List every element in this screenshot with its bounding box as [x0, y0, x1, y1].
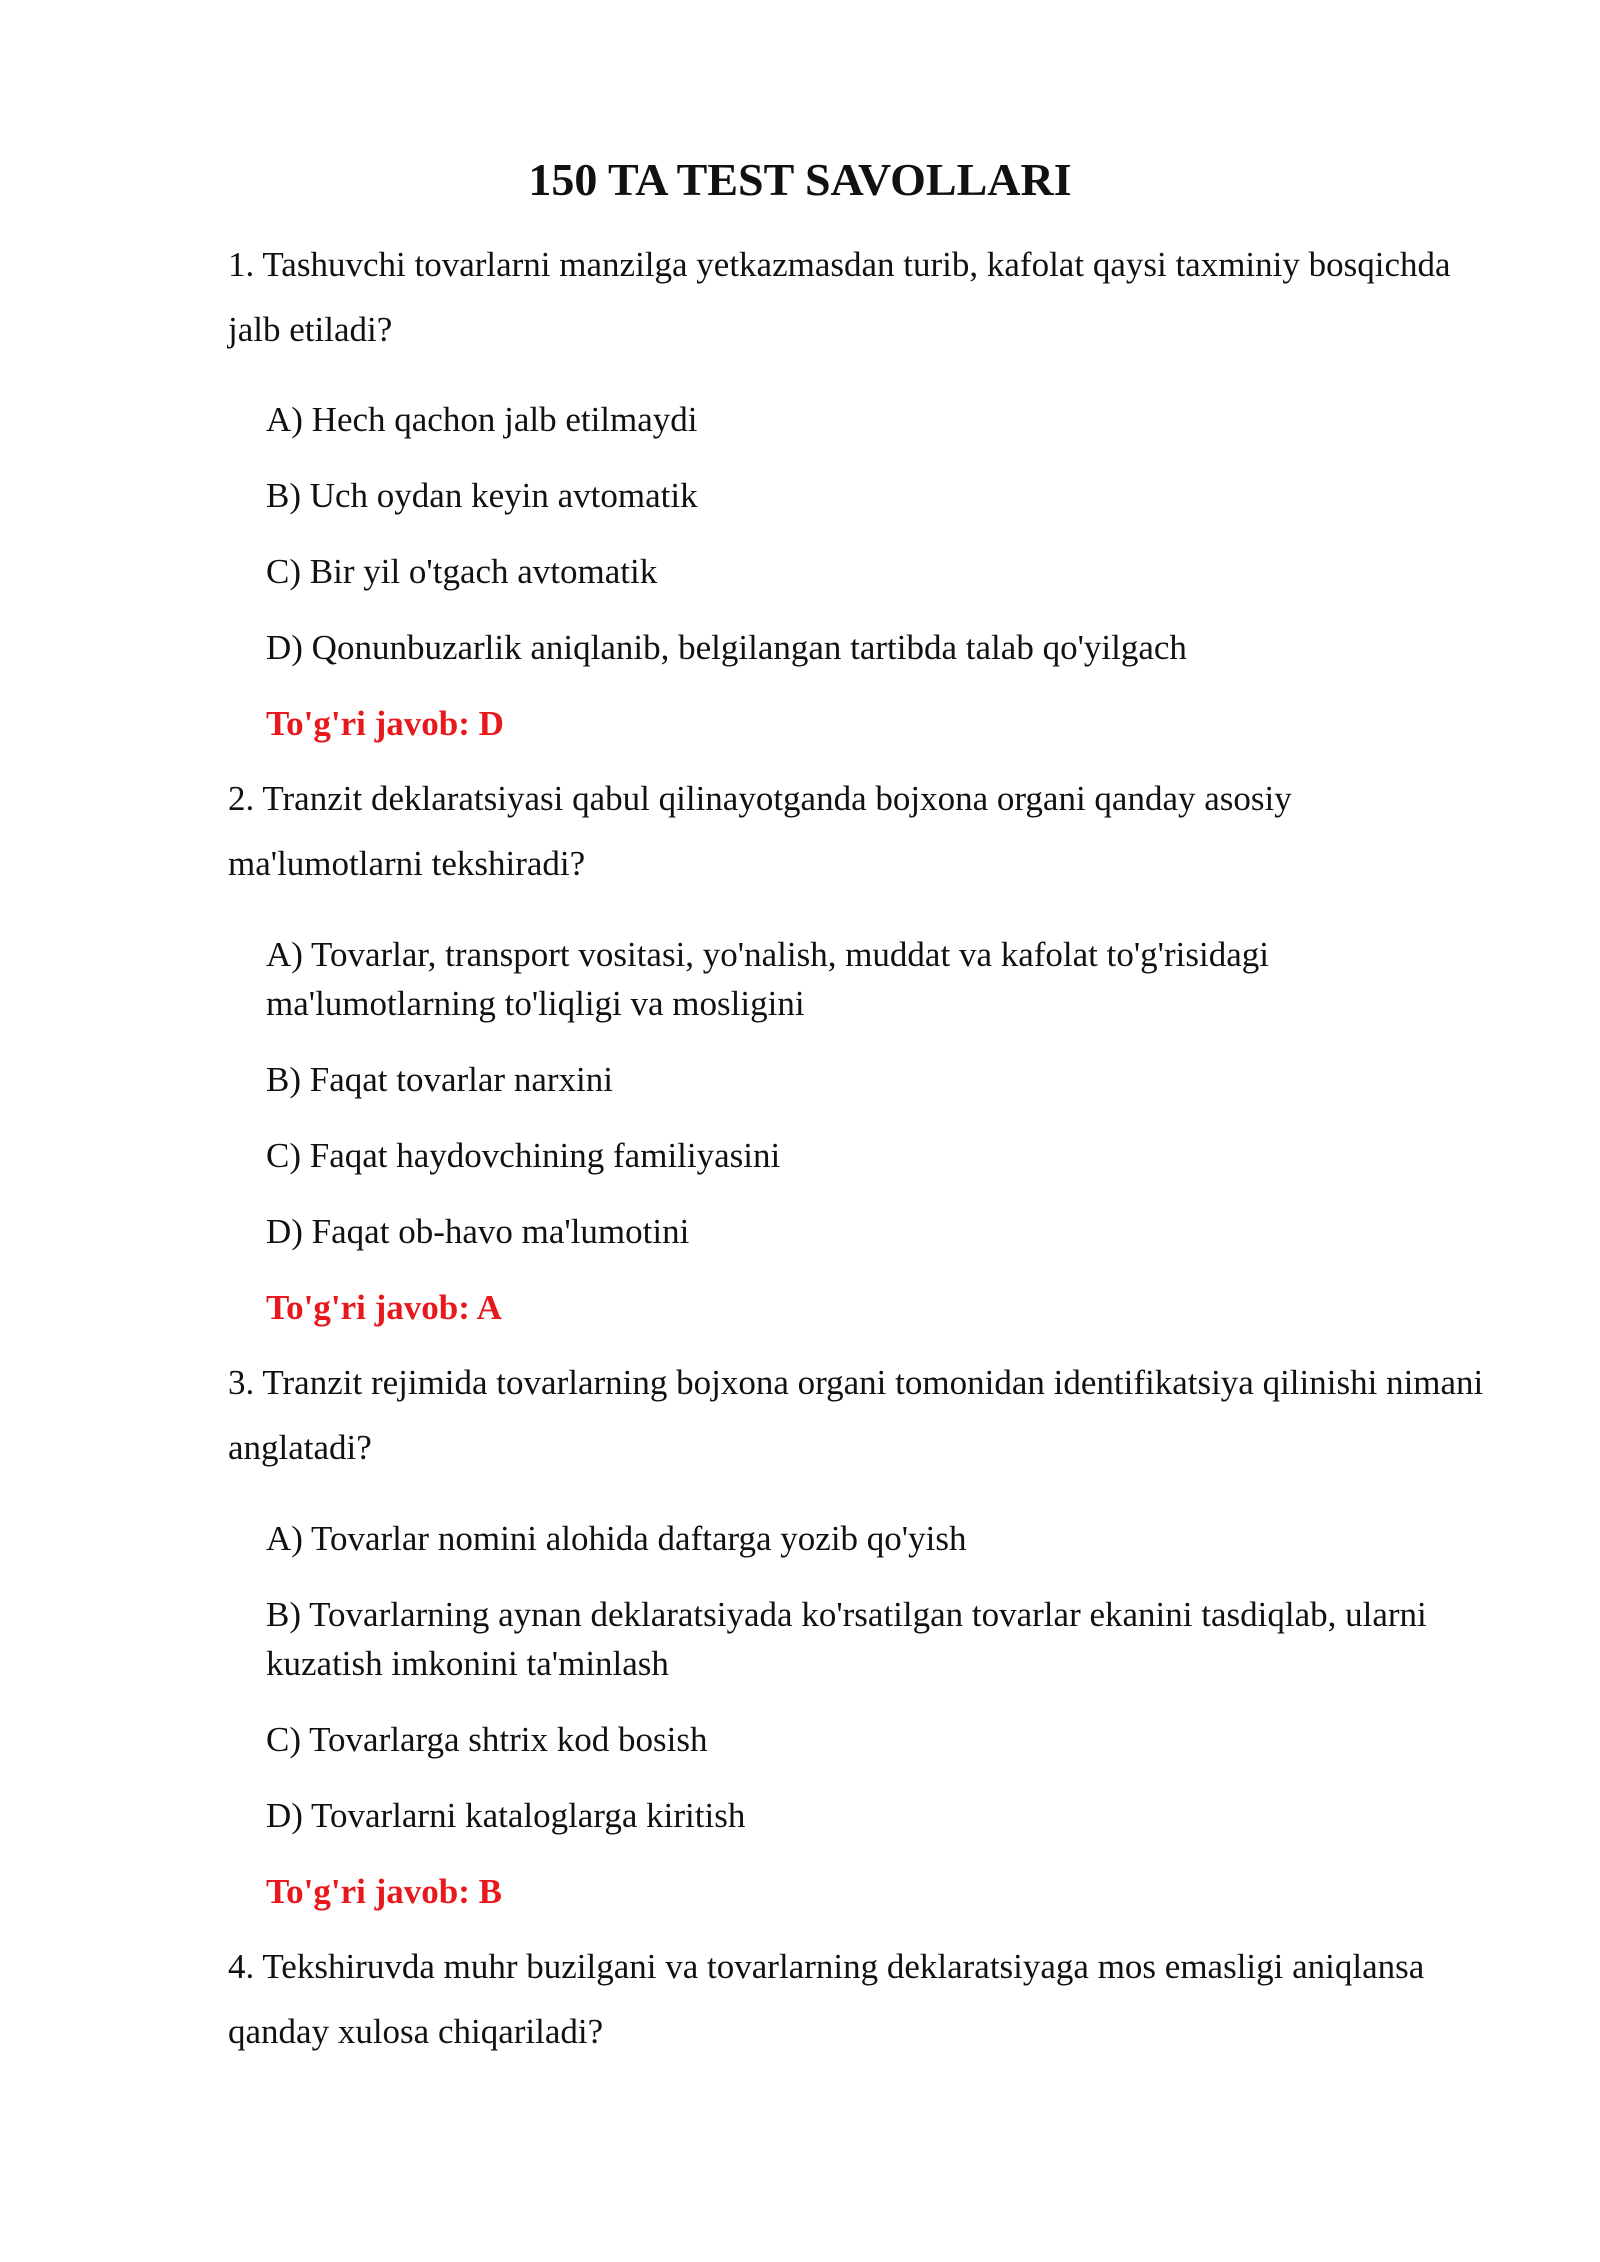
question-2-text: 2. Tranzit deklaratsiyasi qabul qilinayotganda bojxona organi qanday asosiy ma'lumotlarni tekshiradi? [228, 779, 1292, 883]
question-2-option-b: B) Faqat tovarlar narxini [266, 1060, 613, 1099]
question-3-option-b: B) Tovarlarning aynan deklaratsiyada ko'rsatilgan tovarlar ekanini tasdiqlab, ularni kuzatish imkonini ta'minlash [266, 1595, 1427, 1683]
question-2-answer: To'g'ri javob: A [266, 1288, 502, 1327]
page-title: 150 TA TEST SAVOLLARI [528, 154, 1072, 205]
question-1-text: 1. Tashuvchi tovarlarni manzilga yetkazmasdan turib, kafolat qaysi taxminiy bosqichda jalb etiladi? [228, 245, 1451, 349]
question-4-text: 4. Tekshiruvda muhr buzilgani va tovarlarning deklaratsiyaga mos emasligi aniqlansa qanday xulosa chiqariladi? [228, 1947, 1425, 2051]
question-1-option-c: C) Bir yil o'tgach avtomatik [266, 552, 658, 591]
question-2-option-c: C) Faqat haydovchining familiyasini [266, 1136, 781, 1175]
question-2-option-a: A) Tovarlar, transport vositasi, yo'nalish, muddat va kafolat to'g'risidagi ma'lumotlarning to'liqligi va mosligini [266, 935, 1269, 1023]
question-1-option-b: B) Uch oydan keyin avtomatik [266, 476, 698, 515]
question-3-option-c: C) Tovarlarga shtrix kod bosish [266, 1720, 708, 1759]
question-3-text: 3. Tranzit rejimida tovarlarning bojxona organi tomonidan identifikatsiya qilinishi nimani anglatadi? [228, 1363, 1484, 1467]
question-1-answer: To'g'ri javob: D [266, 704, 504, 743]
question-1-option-d: D) Qonunbuzarlik aniqlanib, belgilangan tartibda talab qo'yilgach [266, 628, 1187, 667]
question-3-option-d: D) Tovarlarni kataloglarga kiritish [266, 1796, 746, 1835]
question-3-option-a: A) Tovarlar nomini alohida daftarga yozib qo'yish [266, 1519, 967, 1558]
question-2-option-d: D) Faqat ob-havo ma'lumotini [266, 1212, 690, 1251]
question-1-option-a: A) Hech qachon jalb etilmaydi [266, 400, 698, 439]
question-3-answer: To'g'ri javob: B [266, 1872, 502, 1911]
